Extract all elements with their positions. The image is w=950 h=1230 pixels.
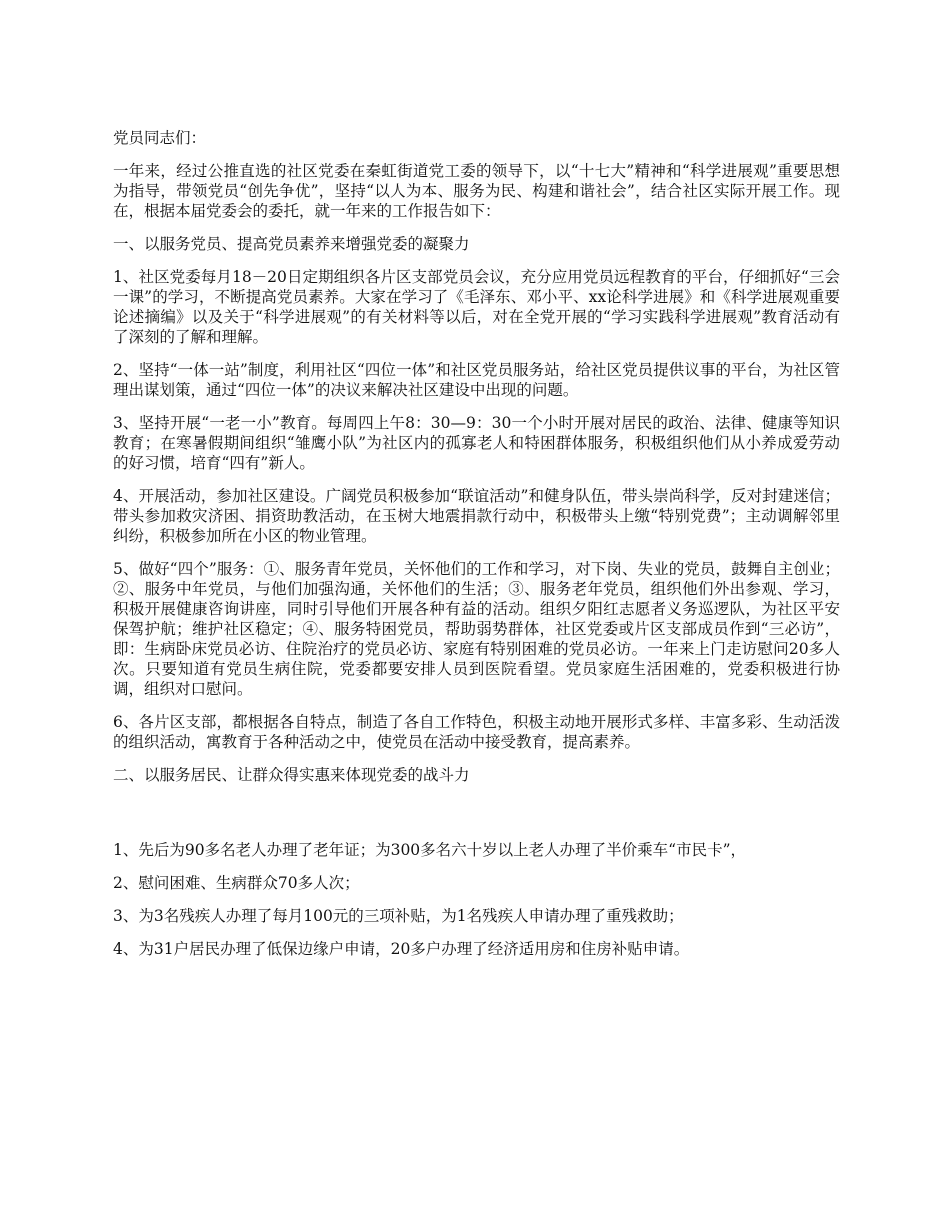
section1-item-5: 5、做好“四个”服务：①、服务青年党员，关怀他们的工作和学习，对下岗、失业的党员，鼓舞自主创业；②、服务中年党员，与他们加强沟通，关怀他们的生活；③、服务老年党员，组织他们外出参观、学习，积极开展健康咨询讲座，同时引导他们开展各种有益的活动。组织夕阳红志愿者义务巡逻队，为社区平安保驾护航；维护社区稳定；④、服务特困党员，帮助弱势群体，社区党委或片区支部成员作到“三必访”，即：生病卧床党员必访、住院治疗的党员必访、家庭有特别困难的党员必访。一年来上门走访慰问20多人次。只要知道有党员生病住院，党委都要安排人员到医院看望。党员家庭生活困难的，党委积极进行协调，组织对口慰问。 — [113, 560, 840, 698]
section-heading-1: 一、以服务党员、提高党员素养来增强党委的凝聚力 — [113, 235, 470, 253]
intro-paragraph: 一年来，经过公推直选的社区党委在秦虹街道党工委的领导下，以“十七大”精神和“科学进展观”重要思想为指导，带领党员“创先争优”，坚持“以人为本、服务为民、构建和谐社会”，结合社区实际开展工作。现在，根据本届党委会的委托，就一年来的工作报告如下： — [113, 162, 840, 220]
section-heading-2: 二、以服务居民、让群众得实惠来体现党委的战斗力 — [113, 766, 470, 784]
salutation: 党员同志们： — [113, 129, 207, 147]
section2-item-2: 2、慰问困难、生病群众70多人次； — [113, 874, 360, 892]
section1-item-3: 3、坚持开展“一老一小”教育。每周四上午8：30—9：30一个小时开展对居民的政治、法律、健康等知识教育；在寒暑假期间组织“雏鹰小队”为社区内的孤寡老人和特困群体服务，积极组织他们从小养成爱劳动的好习惯，培育“四有”新人。 — [113, 414, 840, 472]
section1-item-4: 4、开展活动，参加社区建设。广阔党员积极参加“联谊活动”和健身队伍，带头崇尚科学，反对封建迷信；带头参加救灾济困、捐资助教活动，在玉树大地震捐款行动中，积极带头上缴“特别党费”；主动调解邻里纠纷，积极参加所在小区的物业管理。 — [113, 487, 840, 545]
document-body — [113, 128, 840, 972]
section2-item-1: 1、先后为90多名老人办理了老年证；为300多名六十岁以上老人办理了半价乘车“市民卡”， — [113, 841, 747, 859]
section2-item-4: 4、为31户居民办理了低保边缘户申请，20多户办理了经济适用房和住房补贴申请。 — [113, 940, 690, 958]
section2-item-3: 3、为3名残疾人办理了每月100元的三项补贴，为1名残疾人申请办理了重残救助； — [113, 907, 684, 925]
section1-item-2: 2、坚持“一体一站”制度，利用社区“四位一体”和社区党员服务站，给社区党员提供议事的平台，为社区管理出谋划策，通过“四位一体”的决议来解决社区建设中出现的问题。 — [113, 361, 840, 399]
section1-item-1: 1、社区党委每月18－20日定期组织各片区支部党员会议，充分应用党员远程教育的平台，仔细抓好“三会一课”的学习，不断提高党员素养。大家在学习了《毛泽东、邓小平、xx论科学进展》和《科学进展观重要论述摘编》以及关于“科学进展观”的有关材料等以后，对在全党开展的“学习实践科学进展观”教育活动有了深刻的了解和理解。 — [113, 268, 840, 346]
section1-item-6: 6、各片区支部，都根据各自特点，制造了各自工作特色，积极主动地开展形式多样、丰富多彩、生动活泼的组织活动，寓教育于各种活动之中，使党员在活动中接受教育，提高素养。 — [113, 713, 840, 751]
